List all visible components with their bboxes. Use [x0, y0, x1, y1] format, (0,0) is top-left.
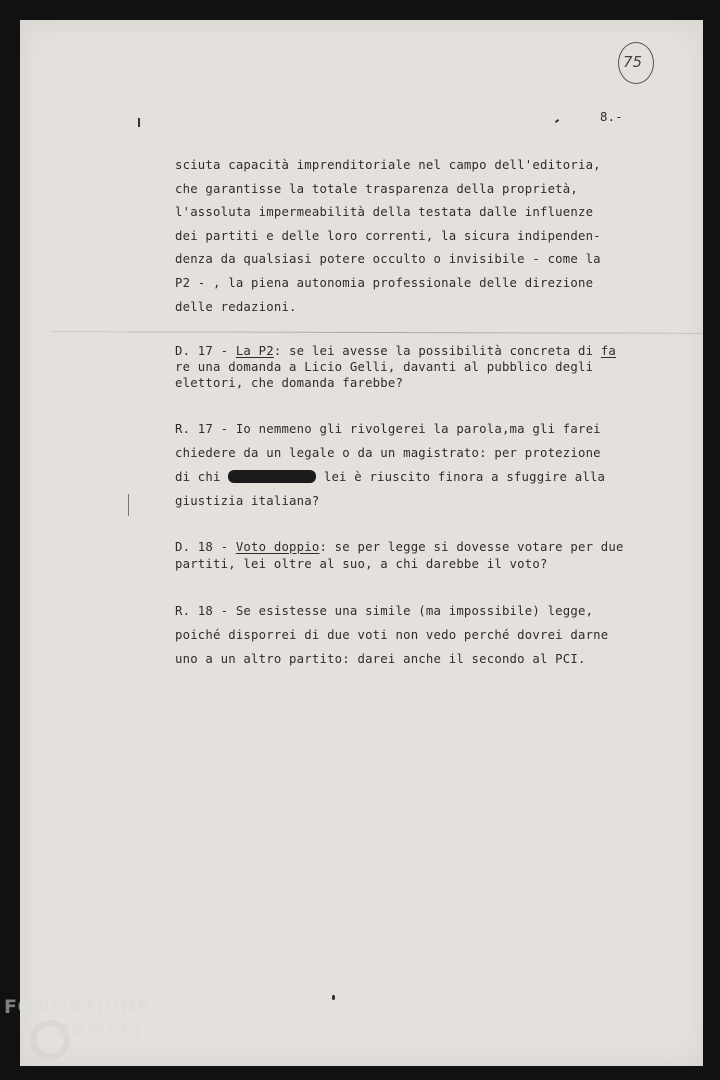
text-line: R. 18 - Se esistesse una simile (ma impossibile) legge, — [175, 604, 594, 618]
text-line: P2 - , la piena autonomia professionale delle direzione — [175, 276, 594, 290]
text-line: re una domanda a Licio Gelli, davanti al pubblico degli — [175, 360, 594, 374]
text-line: l'assoluta impermeabilità della testata dalle influenze — [175, 205, 594, 219]
question-number: D. 17 - — [175, 344, 236, 358]
text-line: chiedere da un legale o da un magistrato: per protezione — [175, 446, 601, 460]
text-line: giustizia italiana? — [175, 494, 320, 508]
margin-mark — [138, 118, 140, 127]
page-number: 8.- — [600, 110, 623, 124]
question-18-line — [175, 540, 624, 554]
question-17-line — [175, 344, 616, 358]
watermark-logo — [4, 996, 184, 1076]
ink-speck — [332, 995, 335, 1000]
handwritten-page-number: 75 — [623, 53, 643, 71]
text-line: delle redazioni. — [175, 300, 297, 314]
question-number: D. 18 - — [175, 540, 236, 554]
text-line: partiti, lei oltre al suo, a chi darebbe il voto? — [175, 557, 548, 571]
text-line: sciuta capacità imprenditoriale nel campo dell'editoria, — [175, 158, 601, 172]
text-line: dei partiti e delle loro correnti, la sicura indipenden- — [175, 229, 601, 243]
text-line: che garantisse la totale trasparenza della proprietà, — [175, 182, 578, 196]
watermark-line3: onlus — [146, 1044, 173, 1055]
paper-fold-line — [50, 331, 705, 334]
document-page — [20, 20, 703, 1066]
redaction-bar — [228, 470, 316, 483]
question-text-end: fa — [600, 344, 617, 358]
answer-17-line — [175, 470, 605, 484]
margin-mark — [555, 119, 559, 123]
text-line: denza da qualsiasi potere occulto o invisibile - come la — [175, 252, 601, 266]
question-text: : se lei avesse la possibilità concreta di — [273, 344, 601, 358]
margin-mark — [128, 494, 129, 516]
question-topic: Voto doppio — [235, 540, 320, 554]
answer-text: lei è riuscito finora a sfuggire alla — [316, 470, 606, 484]
text-line: poiché disporrei di due voti non vedo perché dovrei darne — [175, 628, 609, 642]
answer-text: di chi — [175, 470, 229, 484]
text-line: elettori, che domanda farebbe? — [175, 376, 404, 390]
watermark-line1: FONDAZIONE — [4, 996, 151, 1018]
question-text: : se per legge si dovesse votare per due — [319, 540, 624, 554]
watermark-line2: RAMSCI — [56, 1020, 142, 1042]
text-line: uno a un altro partito: darei anche il secondo al PCI. — [175, 652, 586, 666]
text-line: R. 17 - Io nemmeno gli rivolgerei la parola,ma gli farei — [175, 422, 601, 436]
question-topic: La P2 — [235, 344, 274, 358]
